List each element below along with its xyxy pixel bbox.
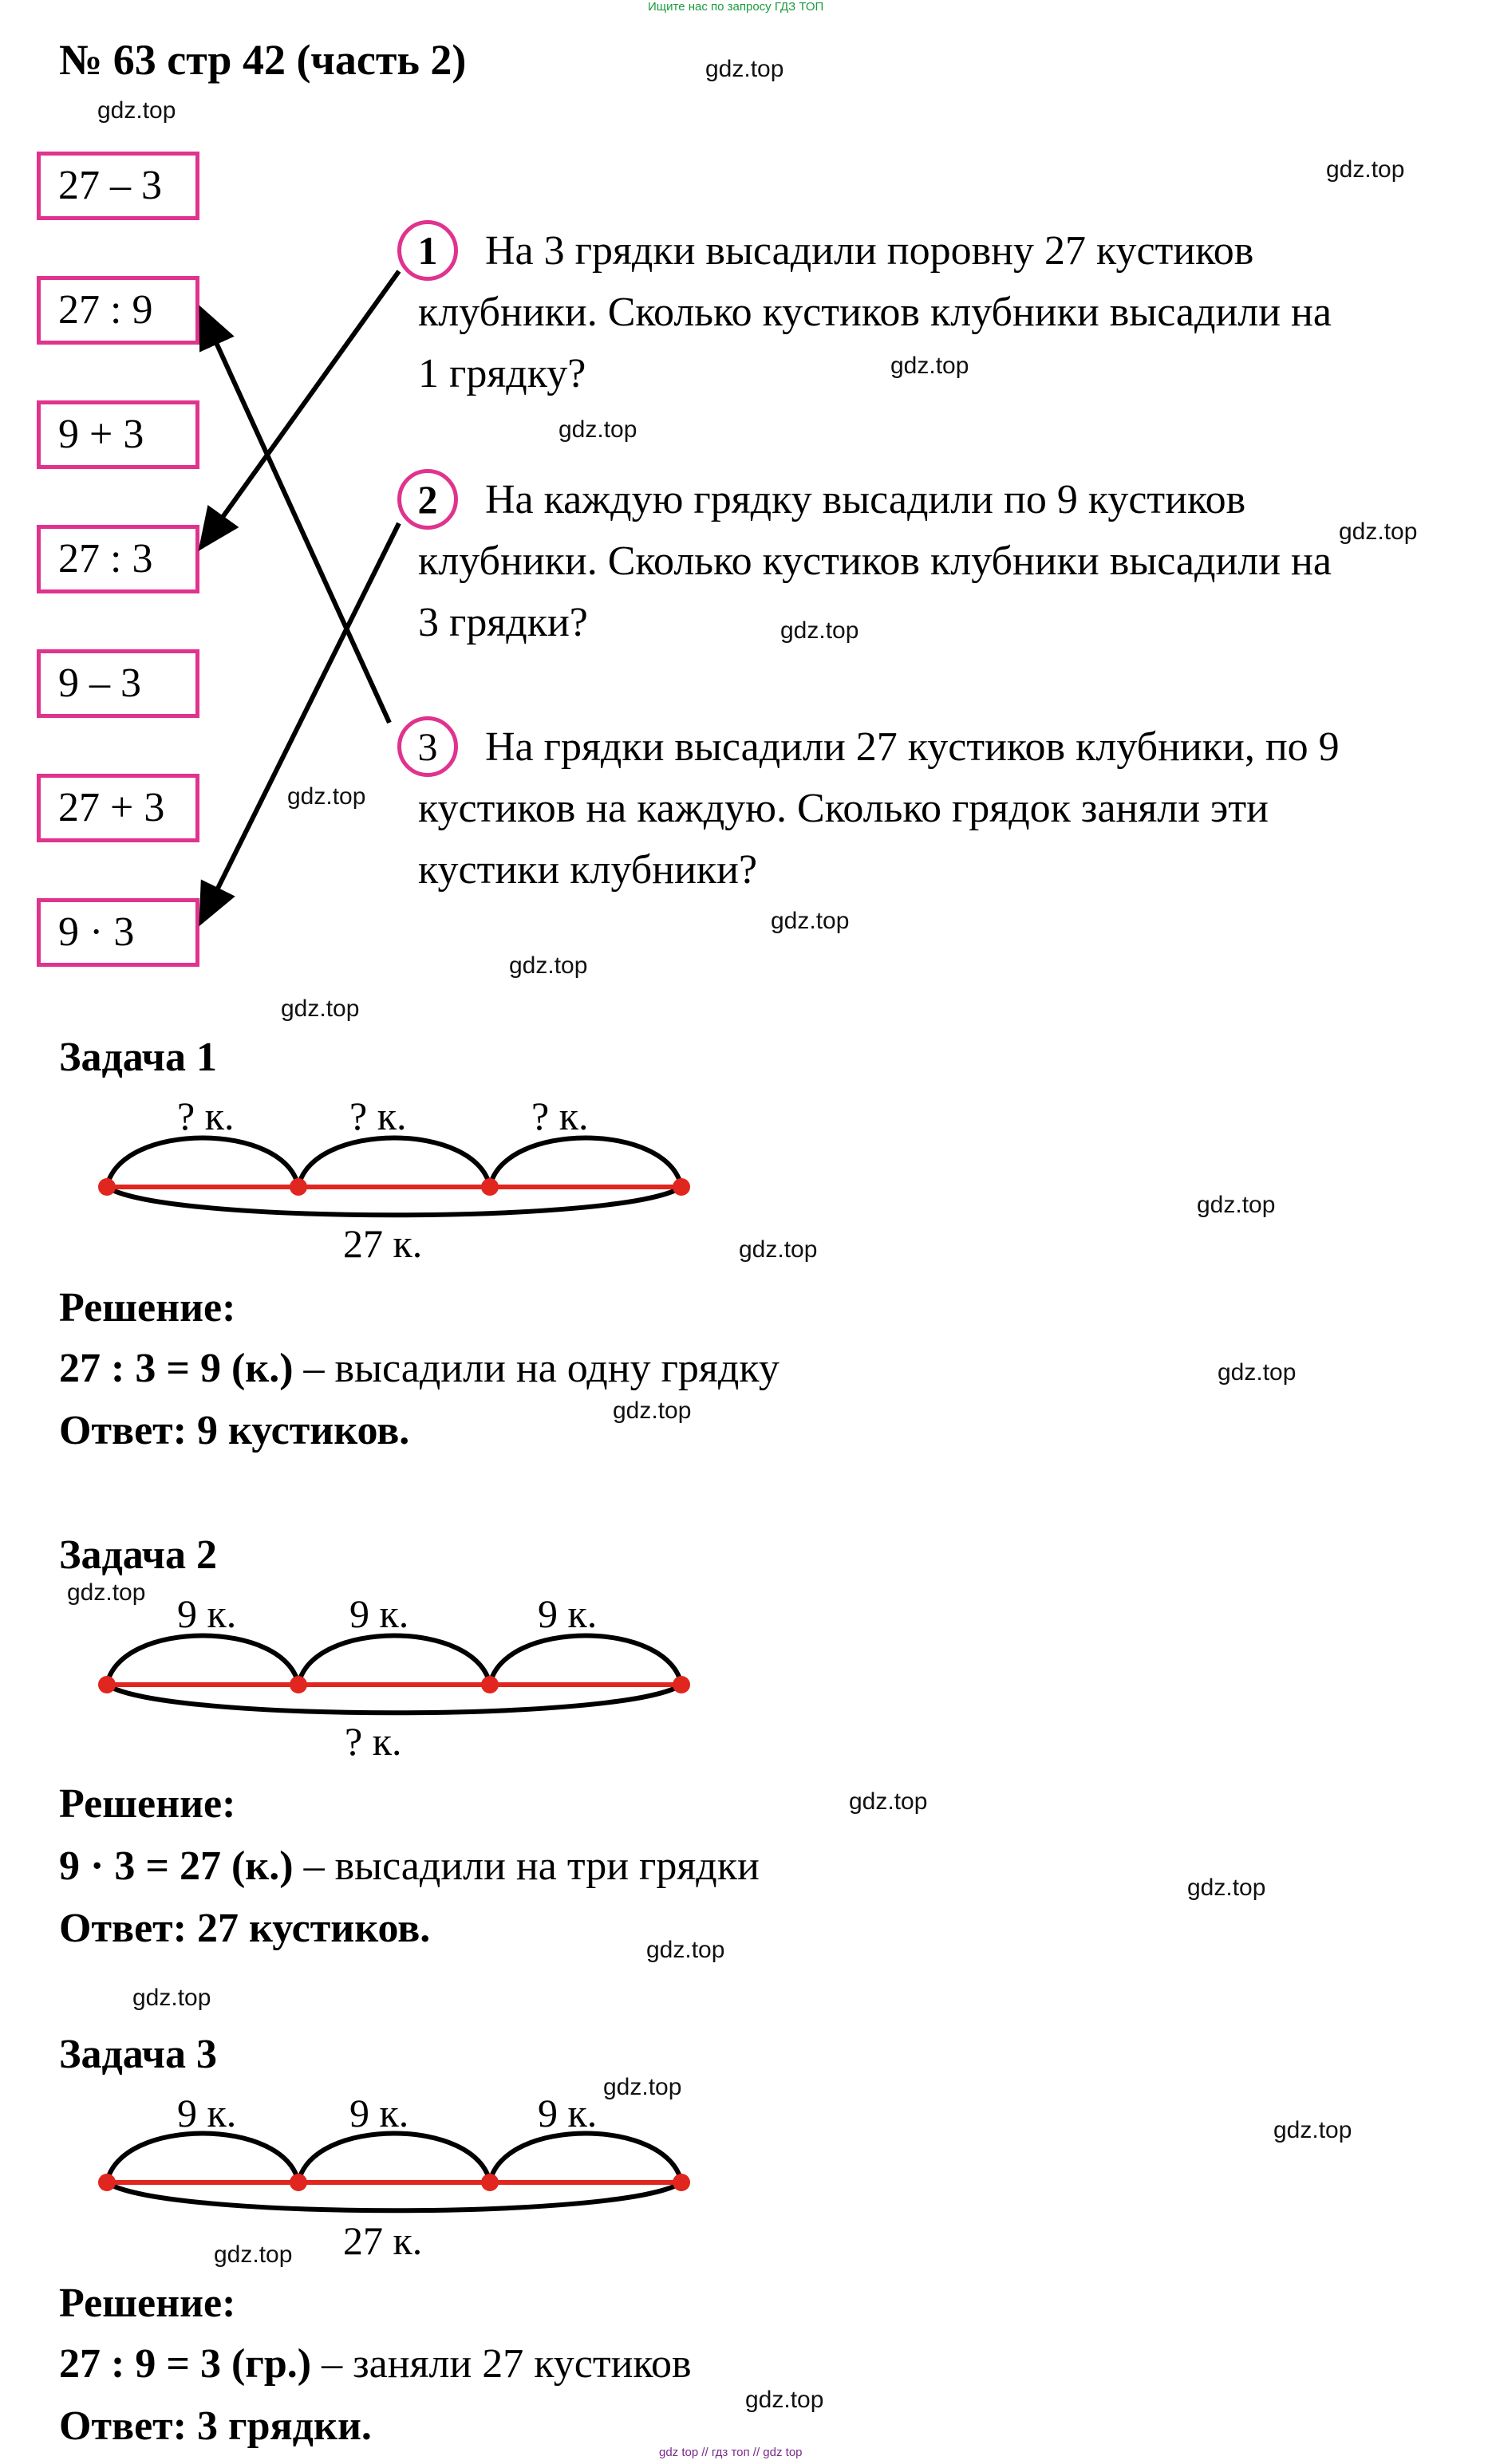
task-1-top-label-2: ? к.	[349, 1094, 407, 1138]
task-1-solution-expression: 27 : 3 = 9 (к.)	[59, 1346, 294, 1391]
task-3-solution-text: – заняли 27 кустиков	[311, 2341, 692, 2387]
task-1-heading: Задача 1	[59, 1035, 217, 1080]
task-2-solution-heading: Решение:	[59, 1781, 236, 1827]
task-3-arc-2	[298, 2134, 490, 2183]
expression-box: 27 : 3	[37, 525, 199, 593]
task-3-answer: Ответ: 3 грядки.	[59, 2403, 372, 2449]
task-2-solution-expression: 9 · 3 = 27 (к.)	[59, 1843, 294, 1889]
task-3-top-label-3: 9 к.	[538, 2091, 598, 2135]
page-title: № 63 стр 42 (часть 2)	[59, 36, 467, 84]
problem-2-line-2: клубники. Сколько кустиков клубники высадили на	[418, 538, 1332, 584]
watermark: gdz.top	[1218, 1359, 1297, 1386]
problem-number-1: 1	[397, 220, 458, 281]
watermark: gdz.top	[745, 2387, 824, 2413]
watermark: gdz.top	[646, 1937, 725, 1963]
watermark: gdz.top	[739, 1236, 818, 1263]
expression-box: 27 + 3	[37, 774, 199, 842]
task-3-heading: Задача 3	[59, 2032, 217, 2077]
task-3-point	[673, 2174, 690, 2191]
problem-1-line-3: 1 грядку?	[418, 351, 586, 396]
task-2-solution-text: – высадили на три грядки	[293, 1843, 760, 1889]
task-3-arc-3	[490, 2134, 681, 2183]
task-1-top-label-3: ? к.	[531, 1094, 589, 1138]
top-banner: Ищите нас по запросу ГДЗ ТОП	[648, 0, 824, 14]
task-3-point	[290, 2174, 307, 2191]
task-3-bottom-label: 27 к.	[343, 2218, 423, 2263]
task-2-top-label-1: 9 к.	[177, 1591, 237, 1636]
task-3-top-label-1: 9 к.	[177, 2091, 237, 2135]
watermark: gdz.top	[1187, 1875, 1266, 1901]
watermark: gdz.top	[1339, 518, 1418, 545]
watermark: gdz.top	[603, 2074, 682, 2100]
watermark: gdz.top	[287, 783, 366, 810]
watermark: gdz.top	[780, 617, 859, 644]
task-2-heading: Задача 2	[59, 1532, 217, 1578]
problem-3-line-1: На грядки высадили 27 кустиков клубники, по 9	[485, 724, 1340, 770]
task-1-solution-heading: Решение:	[59, 1285, 236, 1331]
task-3-point	[98, 2174, 116, 2191]
expression-box: 9 · 3	[37, 898, 199, 967]
bottom-banner: gdz top // гдз топ // gdz top	[659, 2446, 803, 2459]
watermark: gdz.top	[214, 2241, 293, 2268]
problem-2-line-3: 3 грядки?	[418, 600, 588, 645]
watermark: gdz.top	[1197, 1192, 1276, 1218]
watermark: gdz.top	[97, 97, 176, 124]
watermark: gdz.top	[705, 56, 784, 82]
task-2-top-label-3: 9 к.	[538, 1591, 598, 1636]
task-1-bottom-label: 27 к.	[343, 1221, 423, 1266]
watermark: gdz.top	[1326, 156, 1405, 183]
task-3-arc-1	[107, 2134, 298, 2183]
watermark: gdz.top	[558, 416, 637, 443]
task-3-top-label-2: 9 к.	[349, 2091, 409, 2135]
task-2-bottom-label: ? к.	[345, 1719, 402, 1764]
problem-3-line-3: кустики клубники?	[418, 847, 758, 893]
problem-1-line-2: клубники. Сколько кустиков клубники высадили на	[418, 290, 1332, 335]
watermark: gdz.top	[132, 1985, 211, 2011]
problem-3-line-2: кустиков на каждую. Сколько грядок заняли эти	[418, 786, 1269, 831]
task-3-bottom-arc	[107, 2182, 681, 2210]
problem-number-3: 3	[397, 716, 458, 777]
problem-2-line-1: На каждую грядку высадили по 9 кустиков	[485, 477, 1246, 522]
watermark: gdz.top	[281, 995, 360, 1022]
expression-box: 9 – 3	[37, 649, 199, 718]
watermark: gdz.top	[509, 952, 588, 979]
watermark: gdz.top	[771, 908, 850, 934]
task-1-solution-text: – высадили на одну грядку	[293, 1346, 780, 1391]
task-3-solution-heading: Решение:	[59, 2281, 236, 2326]
task-2-top-label-2: 9 к.	[349, 1591, 409, 1636]
task-3-point	[481, 2174, 499, 2191]
expression-box: 27 – 3	[37, 152, 199, 220]
watermark: gdz.top	[849, 1788, 928, 1815]
task-1-top-label-1: ? к.	[177, 1094, 235, 1138]
expression-box: 9 + 3	[37, 400, 199, 469]
watermark: gdz.top	[1273, 2117, 1352, 2143]
expression-box: 27 : 9	[37, 276, 199, 345]
task-3-solution-expression: 27 : 9 = 3 (гр.)	[59, 2341, 312, 2387]
problem-number-2: 2	[397, 469, 458, 530]
watermark: gdz.top	[613, 1398, 692, 1424]
task-2-answer: Ответ: 27 кустиков.	[59, 1906, 431, 1951]
watermark: gdz.top	[67, 1579, 146, 1606]
problem-1-line-1: На 3 грядки высадили поровну 27 кустиков	[485, 228, 1254, 274]
task-1-answer: Ответ: 9 кустиков.	[59, 1408, 410, 1453]
watermark: gdz.top	[890, 353, 969, 379]
task-3-solution	[59, 2340, 692, 2387]
